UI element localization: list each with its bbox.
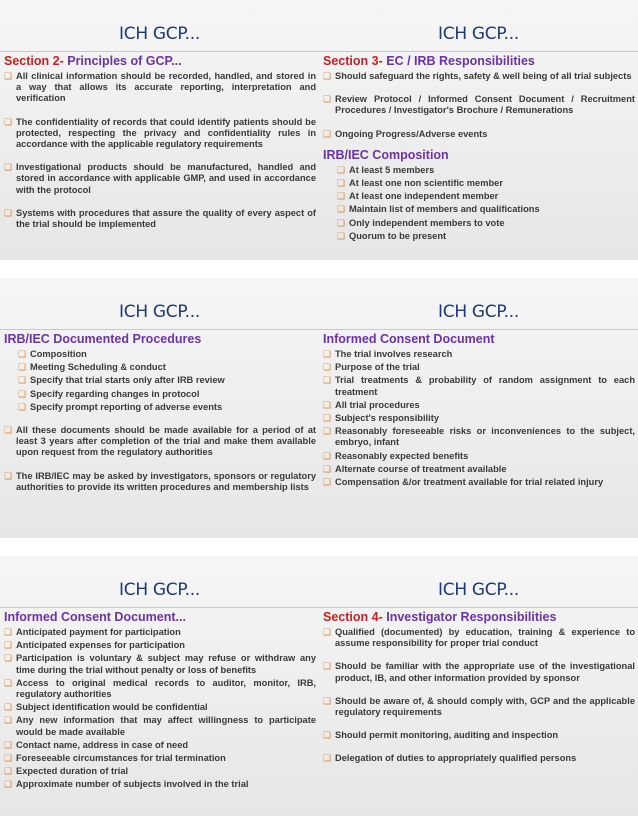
list-item: ❑ Expected duration of trial — [4, 766, 129, 777]
slide-heading — [4, 610, 316, 625]
bullet-icon: ❑ — [4, 207, 13, 218]
slide-heading — [323, 332, 635, 347]
list-item: ❑ Delegation of duties to appropriately qualified persons — [323, 753, 577, 764]
bullet-icon: ❑ — [18, 388, 27, 399]
slide-irb-documented-procedures — [0, 278, 319, 538]
section-label: Section 2- — [4, 54, 64, 68]
list-item: ❑ Qualified (documented) by education, training & experience to assume responsibility for proper trial conduct — [323, 627, 635, 649]
slide-ec-irb-responsibilities — [319, 0, 638, 260]
bullet-icon: ❑ — [323, 426, 332, 437]
bullet-icon: ❑ — [323, 463, 332, 474]
section-label: Section 4- — [323, 610, 383, 624]
bullet-icon: ❑ — [323, 730, 332, 741]
bullet-icon: ❑ — [4, 470, 13, 481]
list-item: ❑ Subject identification would be confidential — [4, 702, 208, 713]
list-item: ❑ The confidentiality of records that could identify patients should be protected, respecting the privacy and confidentiality rules in accordance with the applicable regulatory requirements — [4, 116, 316, 150]
bullet-icon: ❑ — [18, 401, 27, 412]
heading-text: EC / IRB Responsibilities — [386, 54, 535, 68]
slide-title: ICH GCP... — [119, 24, 200, 44]
slide-heading — [4, 332, 316, 347]
list-item: ❑ Review Protocol / Informed Consent Document / Recruitment Procedures / Investigator's Brochure / Remunerations — [323, 94, 635, 116]
list-item: ❑ Contact name, address in case of need — [4, 739, 189, 750]
title-divider — [0, 607, 319, 608]
bullet-icon: ❑ — [323, 661, 332, 672]
slide-title: ICH GCP... — [438, 24, 519, 44]
list-item: ❑ Any new information that may affect willingness to participate would be made available — [4, 715, 316, 737]
list-item: ❑ Reasonably expected benefits — [323, 450, 469, 461]
slide-title: ICH GCP... — [119, 302, 200, 322]
slide-title: ICH GCP... — [438, 302, 519, 322]
bullet-icon: ❑ — [4, 677, 13, 688]
slide-heading — [323, 610, 635, 625]
bullet-icon: ❑ — [323, 128, 332, 139]
subheading: IRB/IEC Composition — [323, 147, 449, 162]
bullet-icon: ❑ — [323, 450, 332, 461]
slide-title: ICH GCP... — [438, 580, 519, 600]
title-divider — [0, 51, 319, 52]
bullet-icon: ❑ — [323, 399, 332, 410]
list-item: ❑ Purpose of the trial — [323, 362, 420, 373]
bullet-icon: ❑ — [323, 349, 332, 359]
bullet-icon: ❑ — [4, 653, 13, 664]
bullet-icon: ❑ — [337, 230, 346, 241]
section-label: Section 3- — [323, 54, 383, 68]
bullet-icon: ❑ — [323, 375, 332, 386]
list-item: ❑ Trial treatments & probability of random assignment to each treatment — [323, 375, 635, 397]
bullet-icon: ❑ — [4, 753, 13, 764]
list-item: ❑ Anticipated expenses for participation — [4, 640, 185, 651]
list-item: ❑ Specify that trial starts only after IRB review — [18, 375, 225, 386]
title-divider — [0, 329, 319, 330]
list-item: ❑ Specify prompt reporting of adverse events — [18, 401, 223, 412]
list-item: ❑ All these documents should be made available for a period of at least 3 years after completion of the trial and make them available upon request from the regulatory authorities — [4, 425, 316, 458]
heading-text: Principles of GCP... — [67, 54, 182, 68]
heading-text: Informed Consent Document... — [4, 610, 186, 624]
bullet-icon: ❑ — [323, 94, 332, 105]
bullet-icon: ❑ — [323, 413, 332, 424]
bullet-icon: ❑ — [4, 425, 13, 436]
bullet-icon: ❑ — [18, 362, 27, 373]
bullet-icon: ❑ — [323, 477, 332, 488]
slide-informed-consent-document-cont — [0, 556, 319, 816]
slide-gcp-principles — [0, 0, 319, 260]
list-item: ❑ All trial procedures — [323, 399, 420, 410]
bullet-icon: ❑ — [18, 375, 27, 386]
list-item: ❑ Should permit monitoring, auditing and inspection — [323, 730, 559, 741]
bullet-icon: ❑ — [4, 779, 13, 790]
heading-text: Investigator Responsibilities — [386, 610, 557, 624]
heading-text: IRB/IEC Documented Procedures — [4, 332, 202, 346]
list-item: ❑ All clinical information should be recorded, handled, and stored in a way that allows its accurate reporting, interpretation and verification — [4, 71, 316, 104]
bullet-icon: ❑ — [323, 362, 332, 373]
bullet-icon: ❑ — [337, 178, 346, 189]
list-item: ❑ Only independent members to vote — [337, 217, 505, 228]
bullet-icon: ❑ — [337, 204, 346, 215]
title-divider — [319, 51, 638, 52]
slide-heading — [323, 54, 635, 69]
list-item: ❑ Systems with procedures that assure the quality of every aspect of the trial should be implemented — [4, 207, 316, 230]
bullet-icon: ❑ — [18, 349, 27, 359]
bullet-icon: ❑ — [4, 715, 13, 726]
bullet-icon: ❑ — [4, 162, 13, 173]
slide-informed-consent-document — [319, 278, 638, 538]
list-item: ❑ Meeting Scheduling & conduct — [18, 362, 166, 373]
list-item: ❑ The trial involves research — [323, 349, 453, 359]
list-item: ❑ Access to original medical records to auditor, monitor, IRB, regulatory authorities — [4, 677, 316, 700]
bullet-icon: ❑ — [337, 164, 346, 175]
bullet-icon: ❑ — [323, 71, 332, 81]
bullet-icon: ❑ — [4, 702, 13, 713]
bullet-icon: ❑ — [4, 627, 13, 637]
list-item: ❑ At least one independent member — [337, 191, 499, 202]
list-item: ❑ Subject's responsibility — [323, 413, 439, 424]
bullet-icon: ❑ — [337, 191, 346, 202]
list-item: ❑ At least one non scientific member — [337, 178, 503, 189]
bullet-icon: ❑ — [4, 640, 13, 651]
list-item: ❑ Should be familiar with the appropriate use of the investigational product, IB, and other information provided by sponsor — [323, 661, 635, 683]
bullet-icon: ❑ — [337, 217, 346, 228]
heading-text: Informed Consent Document — [323, 332, 495, 346]
list-item: ❑ Investigational products should be manufactured, handled and stored in accordance with applicable GMP, and used in accordance with the protocol — [4, 162, 316, 195]
bullet-icon: ❑ — [323, 627, 332, 637]
list-item: ❑ Participation is voluntary & subject may refuse or withdraw any time during the trial without penalty or loss of benefits — [4, 653, 316, 675]
bullet-icon: ❑ — [323, 695, 332, 706]
list-item: ❑ Should safeguard the rights, safety & well being of all trial subjects — [323, 71, 632, 81]
list-item: ❑ Alternate course of treatment available — [323, 463, 507, 474]
slide-title: ICH GCP... — [119, 580, 200, 600]
list-item: ❑ Anticipated payment for participation — [4, 627, 181, 637]
list-item: ❑ Reasonably foreseeable risks or inconveniences to the subject, embryo, infant — [323, 426, 635, 448]
bullet-icon: ❑ — [323, 753, 332, 764]
bullet-icon: ❑ — [4, 71, 13, 81]
list-item: ❑ Should be aware of, & should comply with, GCP and the applicable regulatory requirements — [323, 695, 635, 718]
slide-heading — [4, 54, 316, 69]
bullet-icon: ❑ — [4, 739, 13, 750]
bullet-icon: ❑ — [4, 116, 13, 127]
list-item: ❑ At least 5 members — [337, 164, 435, 175]
title-divider — [319, 607, 638, 608]
bullet-icon: ❑ — [4, 766, 13, 777]
list-item: ❑ Composition — [18, 349, 87, 359]
list-item: ❑ Foreseeable circumstances for trial termination — [4, 753, 226, 764]
slide-investigator-responsibilities — [319, 556, 638, 816]
list-item: ❑ Maintain list of members and qualifications — [337, 204, 540, 215]
list-item: ❑ The IRB/IEC may be asked by investigators, sponsors or regulatory authorities to provide its written procedures and membership lists — [4, 470, 316, 492]
list-item: ❑ Compensation &/or treatment available for trial related injury — [323, 477, 604, 488]
title-divider — [319, 329, 638, 330]
list-item: ❑ Specify regarding changes in protocol — [18, 388, 200, 399]
list-item: ❑ Quorum to be present — [337, 230, 447, 241]
list-item: ❑ Ongoing Progress/Adverse events — [323, 128, 488, 139]
list-item: ❑ Approximate number of subjects involved in the trial — [4, 779, 249, 790]
